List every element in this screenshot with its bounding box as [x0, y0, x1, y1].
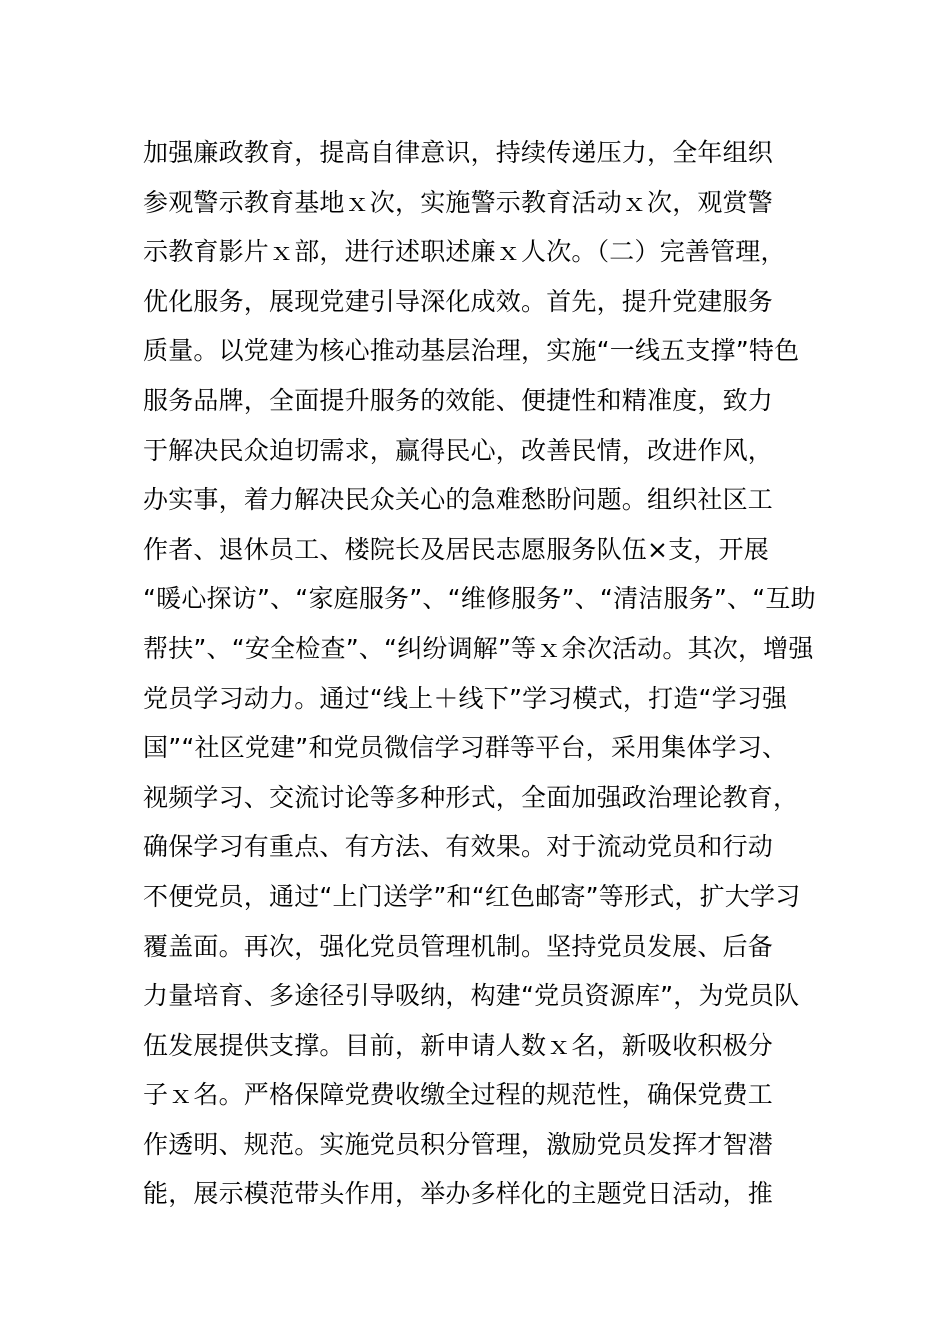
text-line: 作透明、规范。实施党员积分管理，激励党员发挥才智潜 — [143, 1129, 774, 1159]
text-line: 能，展示模范带头作用，举办多样化的主题党日活动，推 — [143, 1179, 774, 1209]
text-line: 示教育影片ｘ部，进行述职述廉ｘ人次。（二）完善管理， — [143, 237, 786, 267]
text-line: 帮扶”、“安全检查”、“纠纷调解”等ｘ余次活动。其次，增强 — [143, 633, 814, 663]
text-line: 作者、退休员工、楼院长及居民志愿服务队伍×支，开展 — [143, 534, 769, 564]
text-line: 视频学习、交流讨论等多种形式，全面加强政治理论教育， — [143, 782, 799, 812]
text-line: 力量培育、多途径引导吸纳，构建“党员资源库”，为党员队 — [143, 981, 800, 1011]
text-line: 子ｘ名。严格保障党费收缴全过程的规范性，确保党费工 — [143, 1080, 774, 1110]
text-line: 优化服务，展现党建引导深化成效。首先，提升党建服务 — [143, 286, 774, 316]
text-line: 确保学习有重点、有方法、有效果。对于流动党员和行动 — [143, 832, 774, 862]
text-line: 党员学习动力。通过“线上＋线下”学习模式，打造“学习强 — [143, 683, 788, 713]
text-line: 于解决民众迫切需求，赢得民心，改善民情，改进作风， — [143, 435, 774, 465]
text-line: 不便党员，通过“上门送学”和“红色邮寄”等形式，扩大学习 — [143, 881, 801, 911]
text-line: 质量。以党建为核心推动基层治理，实施“一线五支撑”特色 — [143, 336, 800, 366]
text-line: 国”“社区党建”和党员微信学习群等平台，采用集体学习、 — [143, 733, 788, 763]
body-text — [143, 128, 823, 1219]
text-line: 加强廉政教育，提高自律意识，持续传递压力，全年组织 — [143, 138, 774, 167]
text-line: 覆盖面。再次，强化党员管理机制。坚持党员发展、后备 — [143, 931, 774, 961]
text-line: 办实事，着力解决民众关心的急难愁盼问题。组织社区工 — [143, 485, 774, 515]
text-line: 服务品牌，全面提升服务的效能、便捷性和精准度，致力 — [143, 385, 774, 415]
text-line: “暖心探访”、“家庭服务”、“维修服务”、“清洁服务”、“互助 — [143, 584, 816, 614]
text-line: 伍发展提供支撑。目前，新申请人数ｘ名，新吸收积极分 — [143, 1030, 774, 1060]
text-line: 参观警示教育基地ｘ次，实施警示教育活动ｘ次，观赏警 — [143, 187, 774, 217]
